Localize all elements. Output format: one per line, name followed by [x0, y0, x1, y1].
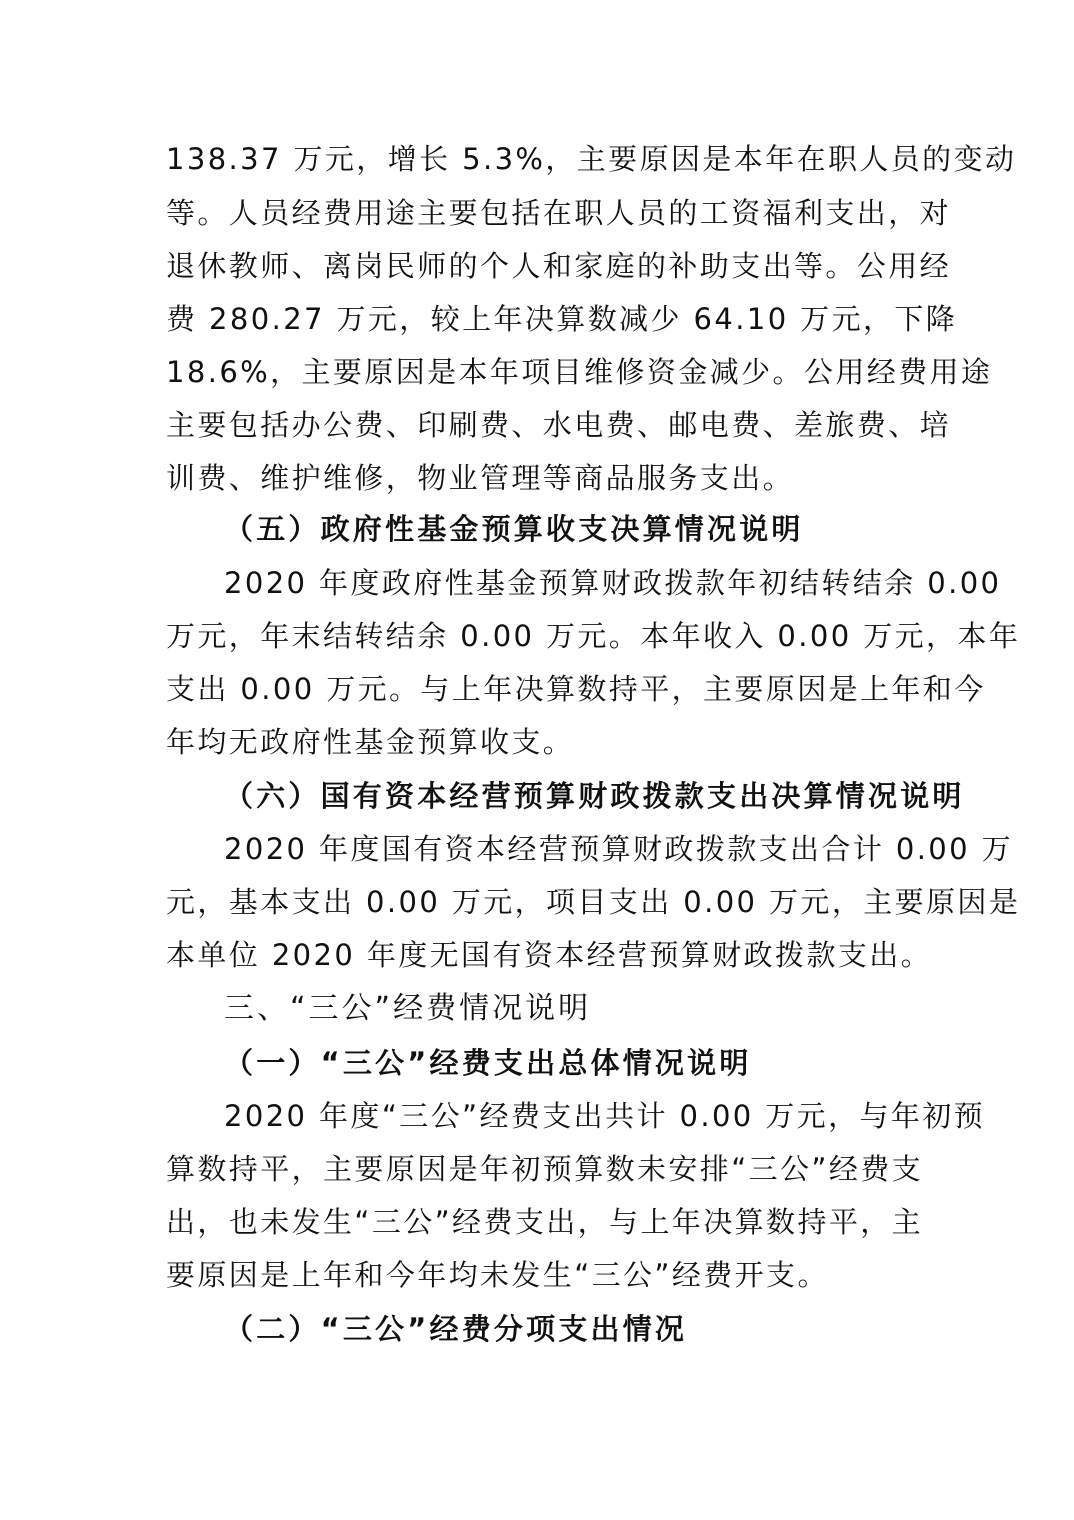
paragraph-line: 支出 0.00 万元。与上年决算数持平，主要原因是上年和今 [166, 672, 986, 706]
paragraph-line: 138.37 万元，增长 5.3%，主要原因是本年在职人员的变动 [166, 142, 1017, 176]
section-heading-state-capital: （六）国有资本经营预算财政拨款支出决算情况说明 [224, 779, 965, 813]
paragraph-line: 2020 年度“三公”经费支出共计 0.00 万元，与年初预 [224, 1099, 986, 1133]
paragraph-line: 要原因是上年和今年均未发生“三公”经费开支。 [166, 1258, 829, 1292]
paragraph-line: 万元，年末结转结余 0.00 万元。本年收入 0.00 万元，本年 [166, 619, 1021, 653]
paragraph-line: 费 280.27 万元，较上年决算数减少 64.10 万元，下降 [166, 302, 958, 336]
paragraph-line: 出，也未发生“三公”经费支出，与上年决算数持平，主 [166, 1205, 924, 1239]
paragraph-line: 年均无政府性基金预算收支。 [166, 725, 575, 759]
paragraph-line: 退休教师、离岗民师的个人和家庭的补助支出等。公用经 [166, 249, 952, 283]
paragraph-line: 训费、维护维修，物业管理等商品服务支出。 [166, 461, 795, 495]
section-heading-government-fund: （五）政府性基金预算收支决算情况说明 [224, 512, 804, 546]
section-heading-three-public: 三、“三公”经费情况说明 [224, 991, 592, 1026]
paragraph-line: 主要包括办公费、印刷费、水电费、邮电费、差旅费、培 [166, 408, 952, 442]
paragraph-line: 2020 年度国有资本经营预算财政拨款支出合计 0.00 万 [224, 832, 1014, 866]
paragraph-line: 元，基本支出 0.00 万元，项目支出 0.00 万元，主要原因是 [166, 885, 1021, 919]
paragraph-line: 18.6%，主要原因是本年项目维修资金减少。公用经费用途 [166, 355, 993, 389]
paragraph-line: 本单位 2020 年度无国有资本经营预算财政拨款支出。 [166, 938, 933, 972]
section-heading-overall: （一）“三公”经费支出总体情况说明 [224, 1046, 752, 1080]
paragraph-line: 算数持平，主要原因是年初预算数未安排“三公”经费支 [166, 1152, 924, 1186]
paragraph-line: 等。人员经费用途主要包括在职人员的工资福利支出，对 [166, 196, 952, 230]
section-heading-itemized: （二）“三公”经费分项支出情况 [224, 1312, 688, 1346]
paragraph-line: 2020 年度政府性基金预算财政拨款年初结转结余 0.00 [224, 566, 1002, 600]
